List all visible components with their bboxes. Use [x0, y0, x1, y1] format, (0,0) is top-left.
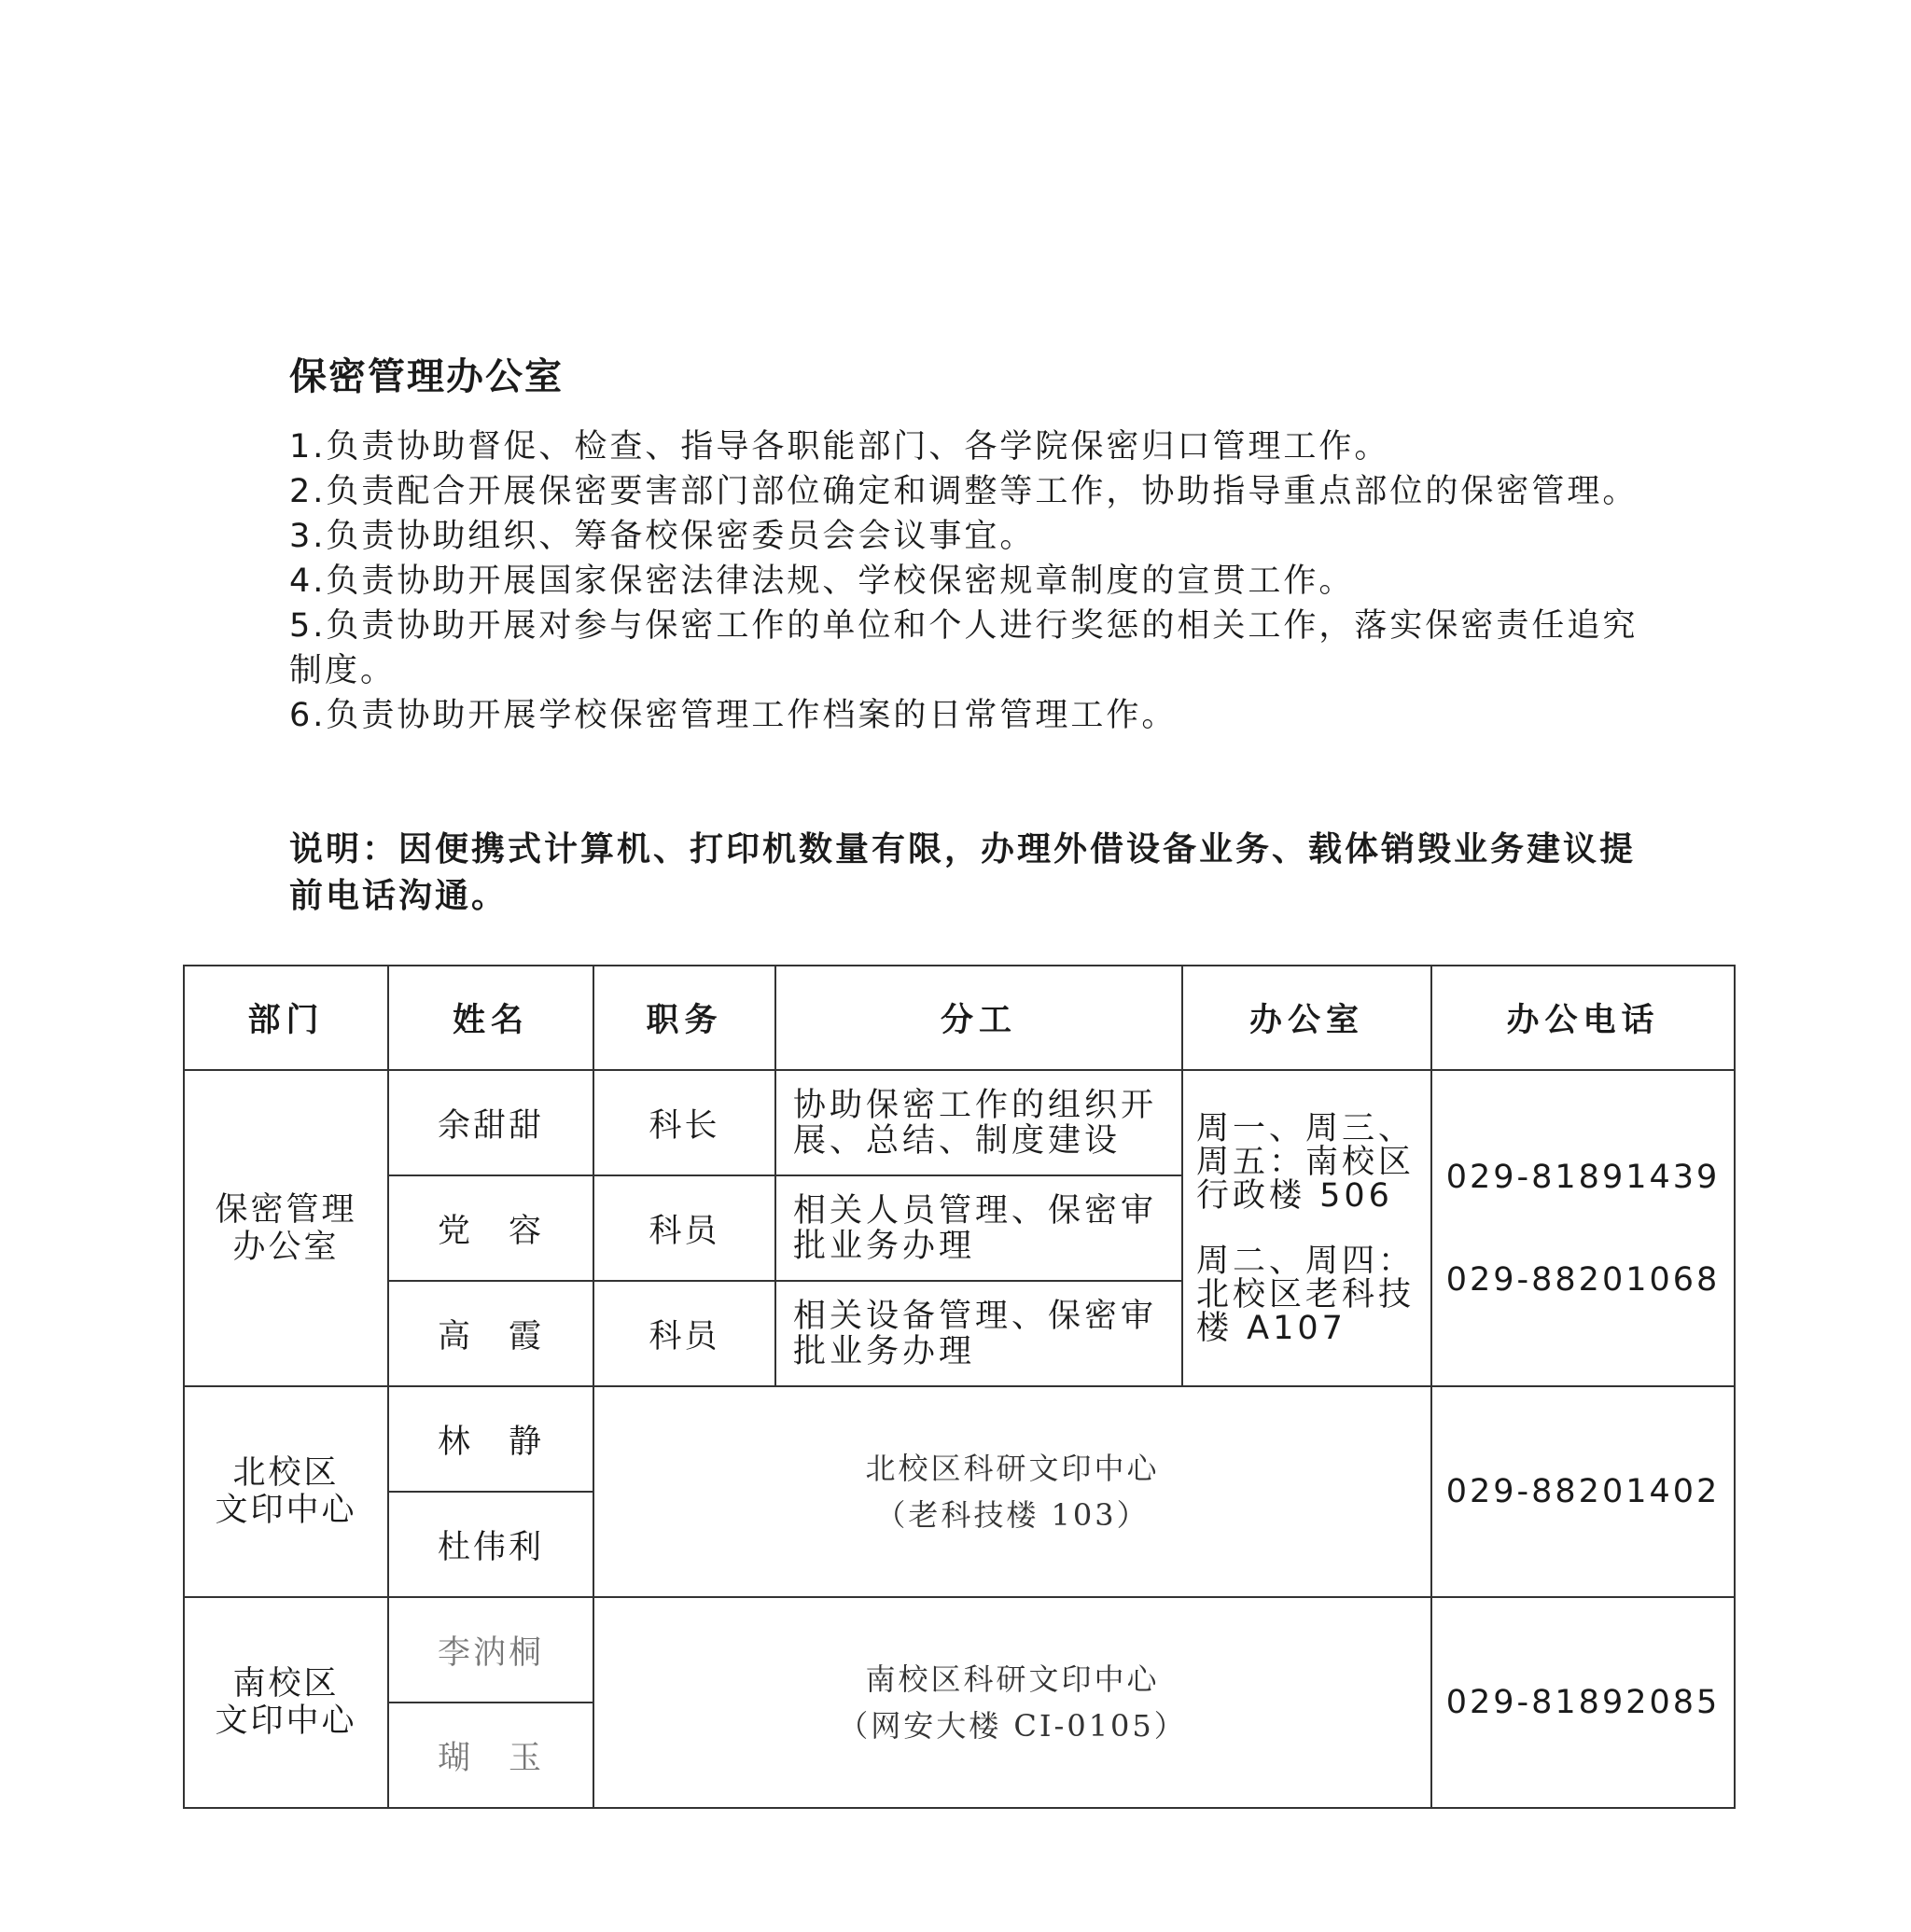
name-cell: 党 容 [388, 1175, 593, 1281]
name-cell: 林 静 [388, 1386, 593, 1492]
name-cell: 杜伟利 [388, 1492, 593, 1597]
table-row [184, 1070, 1735, 1175]
name-cell: 瑚 玉 [388, 1703, 593, 1808]
header-name: 姓名 [388, 966, 593, 1070]
header-position: 职务 [593, 966, 775, 1070]
duty-item: 3.负责协助组织、筹备校保密委员会会议事宜。 [289, 518, 1036, 555]
table-row [184, 1386, 1735, 1492]
location-cell [593, 1386, 1431, 1597]
location-line: （网安大楼 CI-0105） [838, 1708, 1187, 1744]
staff-table [183, 965, 1736, 1809]
header-office: 办公室 [1182, 966, 1431, 1070]
header-phone: 办公电话 [1431, 966, 1735, 1070]
duty-cell: 协助保密工作的组织开展、总结、制度建设 [775, 1070, 1182, 1175]
dept-cell [184, 1070, 388, 1386]
dept-line: 北校区 [232, 1454, 340, 1492]
location-line: 南校区科研文印中心 [865, 1661, 1160, 1697]
duty-cell: 相关设备管理、保密审批业务办理 [775, 1281, 1182, 1386]
name-cell: 高 霞 [388, 1281, 593, 1386]
name-cell: 李汭桐 [388, 1597, 593, 1703]
dept-line: 南校区 [232, 1665, 340, 1703]
duty-item: 1.负责协助督促、检查、指导各职能部门、各学院保密归口管理工作。 [289, 428, 1390, 466]
location-line: 北校区科研文印中心 [865, 1451, 1160, 1486]
header-duty: 分工 [775, 966, 1182, 1070]
dept-cell [184, 1386, 388, 1597]
name-cell: 余甜甜 [388, 1070, 593, 1175]
location-cell [593, 1597, 1431, 1808]
dept-line: 文印中心 [215, 1703, 357, 1740]
table-header-row [184, 966, 1735, 1070]
position-cell: 科员 [593, 1281, 775, 1386]
dept-line: 文印中心 [215, 1492, 357, 1529]
dept-line: 办公室 [232, 1228, 340, 1266]
office-text: 周一、周三、周五：南校区行政楼 506 [1196, 1109, 1416, 1215]
duty-cell: 相关人员管理、保密审批业务办理 [775, 1175, 1182, 1281]
office-cell [1182, 1070, 1431, 1386]
phone-cell: 029-81892085 [1431, 1597, 1735, 1808]
table-row [184, 1597, 1735, 1703]
office-text: 周二、周四：北校区老科技楼 A107 [1196, 1242, 1416, 1347]
duty-item: 6.负责协助开展学校保密管理工作档案的日常管理工作。 [289, 697, 1178, 734]
position-cell: 科长 [593, 1070, 775, 1175]
duty-item: 5.负责协助开展对参与保密工作的单位和个人进行奖惩的相关工作，落实保密责任追究制度。 [289, 607, 1639, 689]
location-line: （老科技楼 103） [875, 1497, 1150, 1533]
position-cell: 科员 [593, 1175, 775, 1281]
phone-text: 029-81891439 [1445, 1158, 1721, 1196]
note-text: 说明：因便携式计算机、打印机数量有限，办理外借设备业务、载体销毁业务建议提前电话沟通。 [289, 830, 1637, 915]
dept-line: 保密管理 [215, 1190, 357, 1229]
duty-item: 4.负责协助开展国家保密法律法规、学校保密规章制度的宣贯工作。 [289, 563, 1355, 600]
header-dept: 部门 [184, 966, 388, 1070]
section-title: 保密管理办公室 [289, 355, 564, 398]
phone-cell: 029-88201402 [1431, 1386, 1735, 1597]
phone-text: 029-88201068 [1445, 1260, 1721, 1299]
dept-cell [184, 1597, 388, 1808]
phone-cell [1431, 1070, 1735, 1386]
duty-list [289, 424, 1642, 738]
duty-item: 2.负责配合开展保密要害部门部位确定和调整等工作，协助指导重点部位的保密管理。 [289, 473, 1639, 510]
